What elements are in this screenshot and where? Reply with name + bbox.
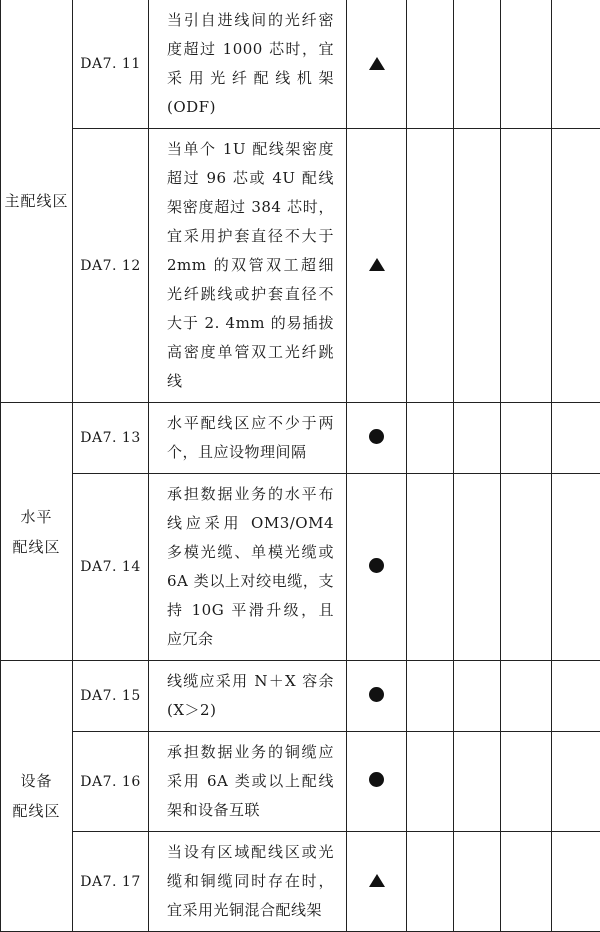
table-row xyxy=(1,403,600,474)
requirement-text: 线缆应采用 N＋X 容余(X＞2) xyxy=(149,661,347,732)
item-code: DA7. 12 xyxy=(73,129,149,403)
area-cell xyxy=(1,661,73,932)
empty-cell xyxy=(407,403,454,474)
empty-cell xyxy=(454,732,501,832)
empty-cell xyxy=(407,129,454,403)
empty-cell xyxy=(552,732,600,832)
requirement-text: 当单个 1U 配线架密度超过 96 芯或 4U 配线架密度超过 384 芯时，宜采用护套直径不大于 2mm 的双管双工超细光纤跳线或护套直径不大于 2. 4mm 的易插拔高密度单管双工光纤跳线 xyxy=(149,129,347,403)
item-code: DA7. 14 xyxy=(73,474,149,661)
empty-cell xyxy=(454,129,501,403)
level-cell xyxy=(347,403,407,474)
level-cell xyxy=(347,474,407,661)
empty-cell xyxy=(501,832,552,932)
triangle-icon xyxy=(369,258,385,271)
level-cell xyxy=(347,832,407,932)
empty-cell xyxy=(501,403,552,474)
table-row xyxy=(1,474,600,661)
empty-cell xyxy=(407,832,454,932)
empty-cell xyxy=(552,661,600,732)
requirement-text: 承担数据业务的水平布线应采用 OM3/OM4 多模光缆、单模光缆或 6A 类以上对绞电缆，支持 10G 平滑升级，且应冗余 xyxy=(149,474,347,661)
item-code: DA7. 15 xyxy=(73,661,149,732)
empty-cell xyxy=(454,474,501,661)
empty-cell xyxy=(552,403,600,474)
requirement-text: 当引自进线间的光纤密度超过 1000 芯时，宜采用光纤配线机架(ODF) xyxy=(149,0,347,129)
empty-cell xyxy=(552,832,600,932)
empty-cell xyxy=(407,474,454,661)
item-code: DA7. 16 xyxy=(73,732,149,832)
empty-cell xyxy=(407,661,454,732)
table-row xyxy=(1,732,600,832)
item-code: DA7. 17 xyxy=(73,832,149,932)
level-cell xyxy=(347,732,407,832)
table-row xyxy=(1,832,600,932)
table-row xyxy=(1,661,600,732)
empty-cell xyxy=(454,403,501,474)
level-cell xyxy=(347,0,407,129)
requirement-text: 当设有区域配线区或光缆和铜缆同时存在时，宜采用光铜混合配线架 xyxy=(149,832,347,932)
circle-icon xyxy=(369,558,384,573)
area-label-line: 配线区 xyxy=(1,532,72,562)
area-label-line: 水平 xyxy=(1,502,72,532)
empty-cell xyxy=(407,732,454,832)
item-code: DA7. 13 xyxy=(73,403,149,474)
circle-icon xyxy=(369,687,384,702)
requirement-text: 水平配线区应不少于两个，且应设物理间隔 xyxy=(149,403,347,474)
triangle-icon xyxy=(369,57,385,70)
empty-cell xyxy=(454,0,501,129)
area-label-line: 配线区 xyxy=(1,796,72,826)
empty-cell xyxy=(501,661,552,732)
area-cell xyxy=(1,403,73,661)
circle-icon xyxy=(369,772,384,787)
empty-cell xyxy=(552,474,600,661)
empty-cell xyxy=(552,129,600,403)
empty-cell xyxy=(407,0,454,129)
area-label-line: 设备 xyxy=(1,766,72,796)
empty-cell xyxy=(552,0,600,129)
empty-cell xyxy=(454,661,501,732)
triangle-icon xyxy=(369,874,385,887)
empty-cell xyxy=(501,0,552,129)
circle-icon xyxy=(369,429,384,444)
table-row xyxy=(1,0,600,129)
level-cell xyxy=(347,661,407,732)
empty-cell xyxy=(501,474,552,661)
empty-cell xyxy=(501,129,552,403)
item-code: DA7. 11 xyxy=(73,0,149,129)
requirement-text: 承担数据业务的铜缆应采用 6A 类或以上配线架和设备互联 xyxy=(149,732,347,832)
table-row xyxy=(1,129,600,403)
empty-cell xyxy=(501,732,552,832)
level-cell xyxy=(347,129,407,403)
empty-cell xyxy=(454,832,501,932)
area-cell: 主配线区 xyxy=(1,0,73,403)
